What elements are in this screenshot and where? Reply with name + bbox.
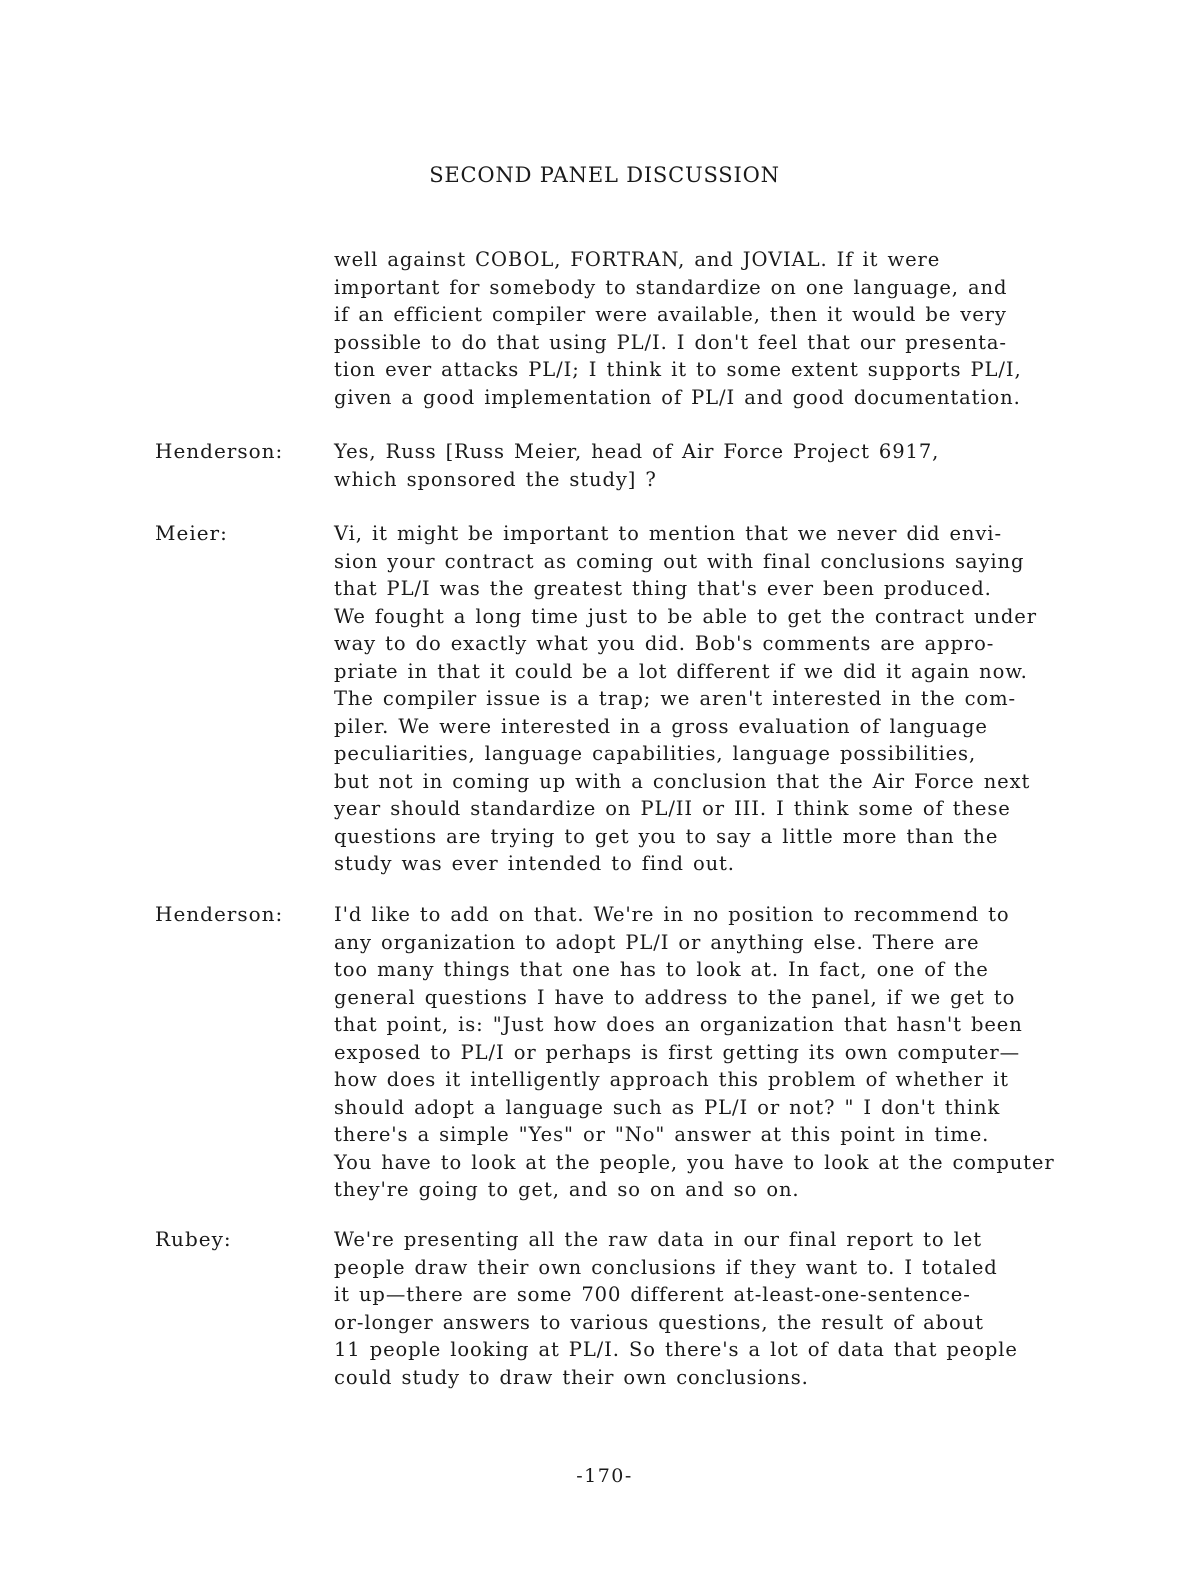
text-line: priate in that it could be a lot different if we did it again now. — [334, 659, 1028, 683]
speaker-label: Henderson: — [155, 439, 284, 463]
text-line: people draw their own conclusions if they want to. I totaled — [334, 1255, 998, 1279]
text-line: peculiarities, language capabilities, language possibilities, — [334, 742, 977, 765]
text-line: We fought a long time just to be able to get the contract under — [334, 604, 1037, 628]
text-line: Yes, Russ [Russ Meier, head of Air Force Project 6917, — [334, 440, 940, 463]
speaker-label: Henderson: — [155, 902, 284, 926]
text-line: important for somebody to standardize on one language, and — [334, 275, 1008, 299]
dialogue-text — [334, 246, 1134, 411]
text-line: questions are trying to get you to say a little more than the — [334, 824, 999, 848]
text-line: well against COBOL, FORTRAN, and JOVIAL. If it were — [334, 248, 941, 271]
text-line: that point, is: "Just how does an organization that hasn't been — [334, 1013, 1023, 1036]
text-line: if an efficient compiler were available, then it would be very — [334, 303, 1007, 326]
dialogue-text — [334, 1226, 1134, 1391]
text-line: possible to do that using PL/I. I don't feel that our presenta- — [334, 330, 1007, 354]
text-line: but not in coming up with a conclusion that the Air Force next — [334, 769, 1031, 793]
text-line: should adopt a language such as PL/I or not? " I don't think — [334, 1095, 1001, 1119]
page-title: SECOND PANEL DISCUSSION — [429, 163, 780, 187]
text-line: that PL/I was the greatest thing that's ever been produced. — [334, 577, 992, 600]
speaker-label: Meier: — [155, 521, 228, 545]
text-line: could study to draw their own conclusions. — [334, 1365, 809, 1389]
text-line: tion ever attacks PL/I; I think it to some extent supports PL/I, — [334, 358, 1022, 381]
text-line: The compiler issue is a trap; we aren't interested in the com- — [334, 687, 1016, 710]
text-line: way to do exactly what you did. Bob's comments are appro- — [334, 632, 995, 655]
text-line: year should standardize on PL/II or III. I think some of these — [334, 797, 1011, 820]
text-line: I'd like to add on that. We're in no position to recommend to — [334, 903, 1010, 926]
speaker-label: Rubey: — [155, 1227, 232, 1251]
text-line: general questions I have to address to the panel, if we get to — [334, 985, 1016, 1009]
text-line: any organization to adopt PL/I or anything else. There are — [334, 930, 980, 954]
text-line: Vi, it might be important to mention that we never did envi- — [334, 522, 1002, 545]
text-line: they're going to get, and so on and so on. — [334, 1178, 800, 1201]
text-line: exposed to PL/I or perhaps is first getting its own computer— — [334, 1040, 1020, 1064]
text-line: study was ever intended to find out. — [334, 852, 735, 875]
dialogue-text — [334, 901, 1134, 1204]
text-line: We're presenting all the raw data in our final report to let — [334, 1228, 982, 1251]
text-line: 11 people looking at PL/I. So there's a lot of data that people — [334, 1338, 1018, 1361]
text-line: given a good implementation of PL/I and good documentation. — [334, 385, 1021, 409]
text-line: how does it intelligently approach this problem of whether it — [334, 1068, 1009, 1091]
text-line: You have to look at the people, you have to look at the computer — [334, 1150, 1055, 1174]
text-line: piler. We were interested in a gross evaluation of language — [334, 714, 988, 738]
text-line: sion your contract as coming out with final conclusions saying — [334, 549, 1025, 573]
dialogue-text — [334, 438, 1134, 493]
dialogue-text — [334, 520, 1134, 878]
text-line: or-longer answers to various questions, the result of about — [334, 1310, 984, 1334]
text-line: it up—there are some 700 different at-least-one-sentence- — [334, 1283, 971, 1306]
text-line: too many things that one has to look at. In fact, one of the — [334, 958, 989, 981]
text-line: there's a simple "Yes" or "No" answer at this point in time. — [334, 1123, 990, 1146]
page-number: -170- — [576, 1465, 633, 1487]
text-line: which sponsored the study] ? — [334, 467, 657, 491]
